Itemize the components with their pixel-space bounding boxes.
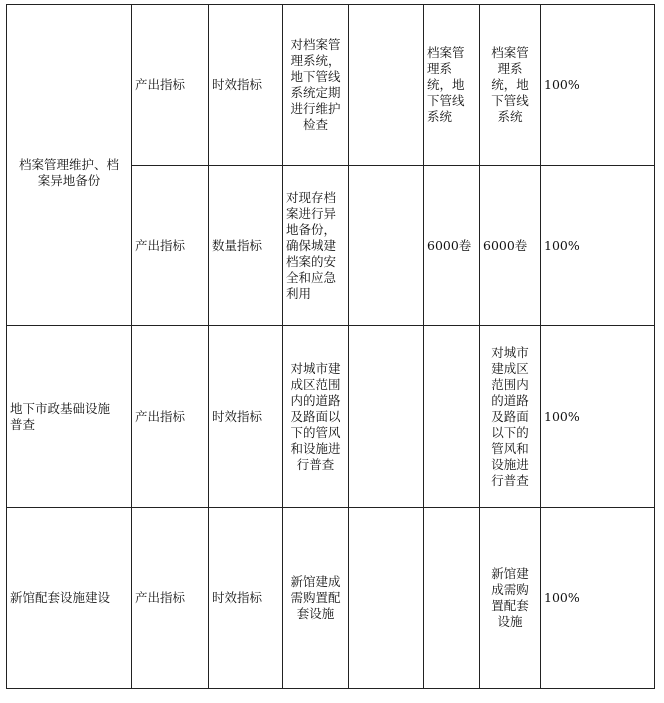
level2-indicator-cell: 时效指标: [209, 5, 283, 166]
empty-cell: [349, 326, 424, 508]
level1-indicator-cell: 产出指标: [132, 326, 209, 508]
level1-indicator-cell: 产出指标: [132, 166, 209, 326]
empty-cell: [349, 166, 424, 326]
actual-value-cell: 对城市 建成区 范围内 的道路 及路面 以下的 管风和 设施进 行普查: [480, 326, 541, 508]
indicator-content-cell: 对档案管 理系统， 地下管线 系统定期 进行维护 检查: [283, 5, 349, 166]
level2-indicator-cell: 时效指标: [209, 326, 283, 508]
actual-value-cell: 6000卷: [480, 166, 541, 326]
indicator-content-cell: 新馆建成 需购置配 套设施: [283, 508, 349, 689]
completion-rate-cell: 100%: [541, 508, 655, 689]
completion-rate-cell: 100%: [541, 5, 655, 166]
empty-cell: [349, 5, 424, 166]
level1-indicator-cell: 产出指标: [132, 5, 209, 166]
project-name-cell: 新馆配套设施建设: [7, 508, 132, 689]
level1-indicator-cell: 产出指标: [132, 508, 209, 689]
target-value-cell: [424, 326, 480, 508]
actual-value-cell: 档案管 理系 统，地 下管线 系统: [480, 5, 541, 166]
performance-table: [6, 4, 655, 689]
table-row: [7, 326, 655, 508]
empty-cell: [349, 508, 424, 689]
level2-indicator-cell: 数量指标: [209, 166, 283, 326]
project-name-cell: 档案管理维护、档 案异地备份: [7, 5, 132, 326]
table-row: [7, 5, 655, 166]
actual-value-cell: 新馆建 成需购 置配套 设施: [480, 508, 541, 689]
project-name-cell: 地下市政基础设施 普查: [7, 326, 132, 508]
indicator-content-cell: 对城市建 成区范围 内的道路 及路面以 下的管风 和设施进 行普查: [283, 326, 349, 508]
target-value-cell: 6000卷: [424, 166, 480, 326]
completion-rate-cell: 100%: [541, 326, 655, 508]
indicator-content-cell: 对现存档 案进行异 地备份， 确保城建 档案的安 全和应急 利用: [283, 166, 349, 326]
completion-rate-cell: 100%: [541, 166, 655, 326]
level2-indicator-cell: 时效指标: [209, 508, 283, 689]
target-value-cell: [424, 508, 480, 689]
target-value-cell: 档案管 理系 统，地 下管线 系统: [424, 5, 480, 166]
table-row: [7, 508, 655, 689]
